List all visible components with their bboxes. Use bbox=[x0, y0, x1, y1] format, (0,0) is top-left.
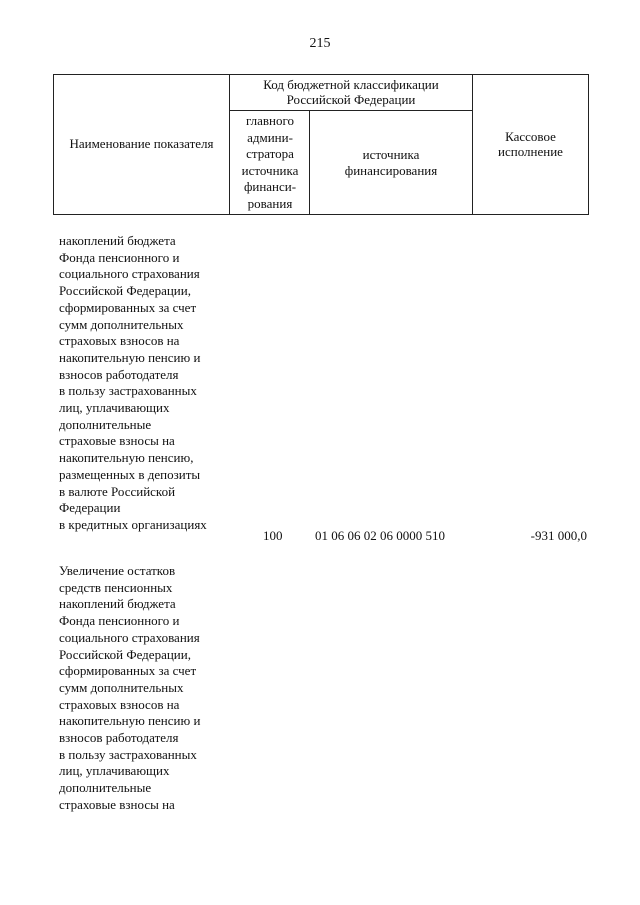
row-2-name-line: Фонда пенсионного и bbox=[59, 613, 180, 629]
row-1-amount: -931 000,0 bbox=[530, 528, 587, 543]
row-1-name-line: сумм дополнительных bbox=[59, 316, 184, 332]
page-number: 215 bbox=[309, 36, 331, 51]
row-1-name-line: размещенных в депозиты bbox=[59, 466, 201, 482]
row-1-name-line: в кредитных организациях bbox=[59, 516, 207, 532]
row-2-name-line: Российской Федерации, bbox=[59, 646, 191, 662]
row-1-name-line: Фонда пенсионного и bbox=[59, 249, 180, 265]
header-source-column: источника финансирования bbox=[344, 147, 438, 178]
row-2-name-line: страховых взносов на bbox=[59, 696, 180, 712]
row-2-name-line: сумм дополнительных bbox=[59, 679, 184, 695]
row-1-name-line: Российской Федерации, bbox=[59, 283, 191, 299]
row-1-source-code: 01 06 06 02 06 0000 510 bbox=[315, 528, 445, 543]
header-execution-column: Кассовое исполнение bbox=[498, 128, 563, 159]
row-2-name-line: накоплений бюджета bbox=[59, 596, 176, 612]
row-1-name bbox=[59, 233, 249, 534]
header-admin-column: главного админи-стратора источника финанси-рования bbox=[241, 113, 299, 211]
row-1-name-line: накопительную пенсию и bbox=[59, 349, 201, 365]
header-bottom-border bbox=[53, 214, 589, 215]
row-1-name-line: накопительную пенсию, bbox=[59, 450, 194, 466]
row-2-name-line: взносов работодателя bbox=[59, 730, 179, 746]
row-1-name-line: сформированных за счет bbox=[59, 299, 197, 315]
row-1-name-line: страховых взносов на bbox=[59, 333, 180, 349]
row-1-name-line: в пользу застрахованных bbox=[59, 383, 197, 399]
row-2-name-line: накопительную пенсию и bbox=[59, 713, 201, 729]
row-1-name-line: в валюте Российской bbox=[59, 483, 176, 499]
row-2-name-line: в пользу застрахованных bbox=[59, 746, 197, 762]
header-code-group: Код бюджетной классификации Российской Федерации bbox=[263, 76, 439, 107]
row-1-name-line: накоплений бюджета bbox=[59, 233, 176, 248]
row-2-name-line: средств пенсионных bbox=[59, 579, 173, 595]
row-2-name bbox=[59, 563, 249, 814]
row-1-name-line: лиц, уплачивающих bbox=[59, 400, 170, 416]
row-1-name-line: страховые взносы на bbox=[59, 433, 175, 449]
row-2-name-line: страховые взносы на bbox=[59, 796, 175, 812]
row-1-name-line: Федерации bbox=[59, 500, 121, 516]
row-1-name-line: дополнительные bbox=[59, 416, 152, 432]
row-2-name-line: социального страхования bbox=[59, 629, 200, 645]
header-right-border bbox=[588, 74, 589, 215]
row-2-name-line: лиц, уплачивающих bbox=[59, 763, 170, 779]
row-1-name-line: взносов работодателя bbox=[59, 366, 179, 382]
header-name-column: Наименование показателя bbox=[69, 136, 214, 152]
row-2-name-line: Увеличение остатков bbox=[59, 563, 176, 578]
row-2-name-line: дополнительные bbox=[59, 780, 152, 796]
row-2-name-line: сформированных за счет bbox=[59, 663, 197, 679]
row-1-admin-code: 100 bbox=[263, 528, 283, 543]
table-header bbox=[53, 74, 589, 215]
row-1-name-line: социального страхования bbox=[59, 266, 200, 282]
